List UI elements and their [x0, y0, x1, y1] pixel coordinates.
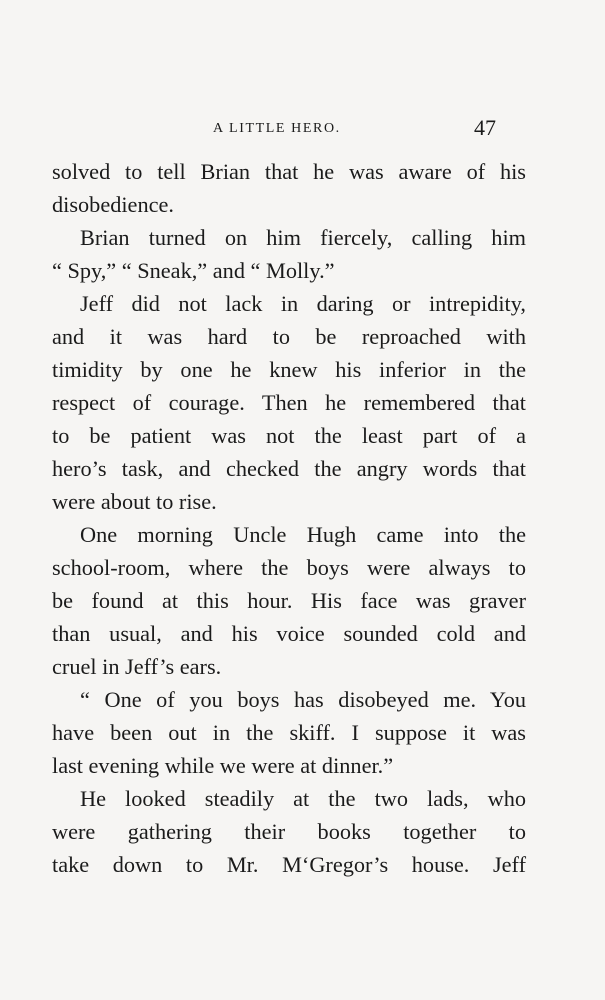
text-line: were about to rise.	[52, 489, 217, 514]
text-line: hero’s task, and checked the angry words that	[52, 456, 526, 481]
text-line: disobedience.	[52, 192, 174, 217]
running-head	[0, 117, 605, 145]
text-line: He looked steadily at the two lads, who	[80, 786, 526, 811]
text-line: One morning Uncle Hugh came into the	[80, 522, 526, 547]
text-line: to be patient was not the least part of a	[52, 423, 526, 448]
text-line: school-room, where the boys were always to	[52, 555, 526, 580]
page-number: 47	[474, 115, 496, 140]
text-line: have been out in the skiff. I suppose it was	[52, 720, 526, 745]
text-line: were gathering their books together to	[52, 819, 526, 844]
text-line: timidity by one he knew his inferior in the	[52, 357, 526, 382]
text-line: “ One of you boys has disobeyed me. You	[80, 687, 526, 712]
text-line: Jeff did not lack in daring or intrepidity,	[80, 291, 526, 316]
running-title: A LITTLE HERO.	[213, 121, 341, 136]
text-line: Brian turned on him fiercely, calling him	[80, 225, 526, 250]
text-line: respect of courage. Then he remembered that	[52, 390, 526, 415]
text-line: be found at this hour. His face was graver	[52, 588, 526, 613]
text-line: than usual, and his voice sounded cold and	[52, 621, 526, 646]
text-line: solved to tell Brian that he was aware of his	[52, 159, 526, 184]
body-text	[52, 155, 526, 881]
text-line: last evening while we were at dinner.”	[52, 753, 394, 778]
text-line: and it was hard to be reproached with	[52, 324, 526, 349]
text-line: “ Spy,” “ Sneak,” and “ Molly.”	[52, 258, 335, 283]
text-line: take down to Mr. M‘Gregor’s house. Jeff	[52, 852, 526, 877]
text-line: cruel in Jeff’s ears.	[52, 654, 222, 679]
